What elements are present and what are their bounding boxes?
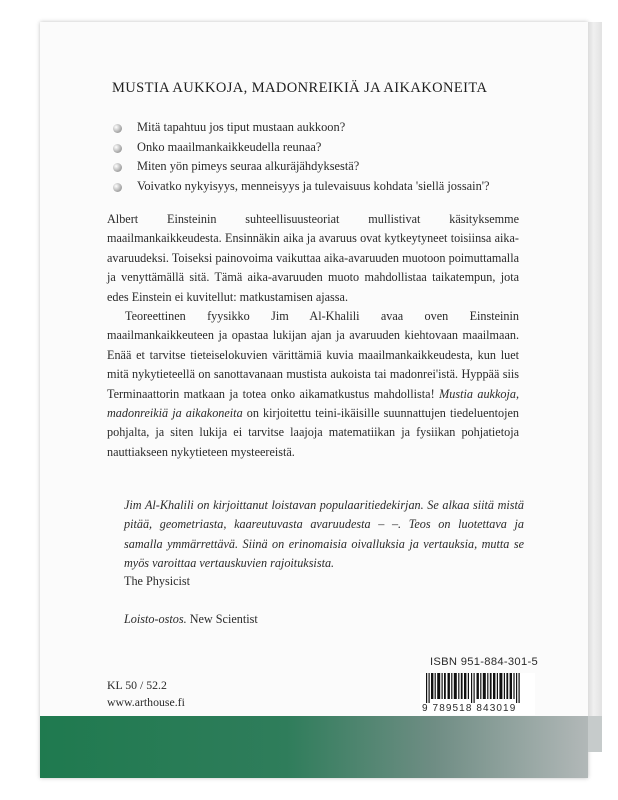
- bullet-icon: [113, 124, 122, 133]
- review-quote: [124, 496, 524, 574]
- paragraph-text: Teoreettinen fyysikko Jim Al-Khalili avaa oven Einsteinin maailmankaikkeuteen ja opastaa lukijan ajan ja avaruuden kiehtovaan maailmaan. Enää et tarvitse tieteiselokuvien värittämiä kuvia maailmankaikkeudesta, kun luet mitä nykytieteellä on sanottavanaan mustista aukoista tai madonrei'istä. Hyppää siis Terminaattorin matkaan ja totea onko aikamatkustus mahdollista!: [107, 309, 519, 401]
- book-spine-edge: [588, 22, 602, 752]
- short-review-text: Loisto-ostos.: [124, 612, 187, 626]
- barcode-bars: [420, 673, 535, 703]
- green-bottom-band: [40, 716, 588, 778]
- band-spine-edge: [588, 716, 602, 752]
- quote-source: The Physicist: [124, 574, 191, 588]
- list-item: [107, 140, 547, 160]
- list-item: [107, 159, 547, 179]
- class-code: KL 50 / 52.2: [107, 678, 167, 692]
- short-review: [124, 612, 258, 627]
- barcode-digits: 9 789518 843019: [422, 703, 517, 714]
- list-item: [107, 179, 547, 199]
- question-text: Mitä tapahtuu jos tiput mustaan aukkoon?: [137, 120, 346, 134]
- publisher-website: www.arthouse.fi: [107, 695, 185, 709]
- paragraph-text: on kirjoitettu teini-ikäisille suunnattujen tiedeluentojen pohjalta, ja siten lukija ei tarvitse laajoja matematiikan ja fysiikan pohjatietoja nauttiakseen nykytieteen mysteereistä.: [107, 406, 519, 459]
- quote-text: Jim Al-Khalili on kirjoittanut loistavan populaaritiedekirjan. Se alkaa siitä mistä pitää, geometriasta, kaareutuvasta avaruudesta – –. Teos on luotettava ja samalla ymmärrettävä. Siinä on erinomaisia oivalluksia ja vertauksia, mutta se myös varoittaa vertauskuvien rajoituksista.: [124, 498, 524, 571]
- description-paragraph-1: Albert Einsteinin suhteellisuusteoriat mullistivat käsityksemme maailmankaikkeudesta. Ensinnäkin aika ja avaruus ovat kytkeytyneet toisiinsa aika-avaruudeksi. Toiseksi painovoima vaikuttaa aika-avaruuden muotoon poimuttamalla ja venyttämällä sitä. Tämä aika-avaruuden muoto mahdollistaa taikatempun, jota edes Einstein ei kuvitellut: matkustamisen ajassa.: [107, 212, 519, 304]
- isbn-number: ISBN 951-884-301-5: [430, 656, 539, 668]
- bullet-icon: [113, 183, 122, 192]
- description-paragraph-2: [107, 307, 519, 462]
- question-text: Voivatko nykyisyys, menneisyys ja tulevaisuus kohdata 'siellä jossain'?: [137, 178, 490, 193]
- bullet-icon: [113, 163, 122, 172]
- question-text: Onko maailmankaikkeudella reunaa?: [137, 139, 322, 154]
- barcode: [420, 673, 535, 715]
- question-text: Miten yön pimeys seuraa alkuräjähdyksestä?: [137, 159, 360, 173]
- bullet-icon: [113, 144, 122, 153]
- list-item: [107, 120, 547, 140]
- book-title: MUSTIA AUKKOJA, MADONREIKIÄ JA AIKAKONEITA: [112, 80, 488, 96]
- book-title-italic: Mustia aukkoja, madonreikiä ja aikakoneita: [107, 386, 519, 421]
- short-review-source: New Scientist: [189, 612, 258, 626]
- question-list: [107, 120, 547, 198]
